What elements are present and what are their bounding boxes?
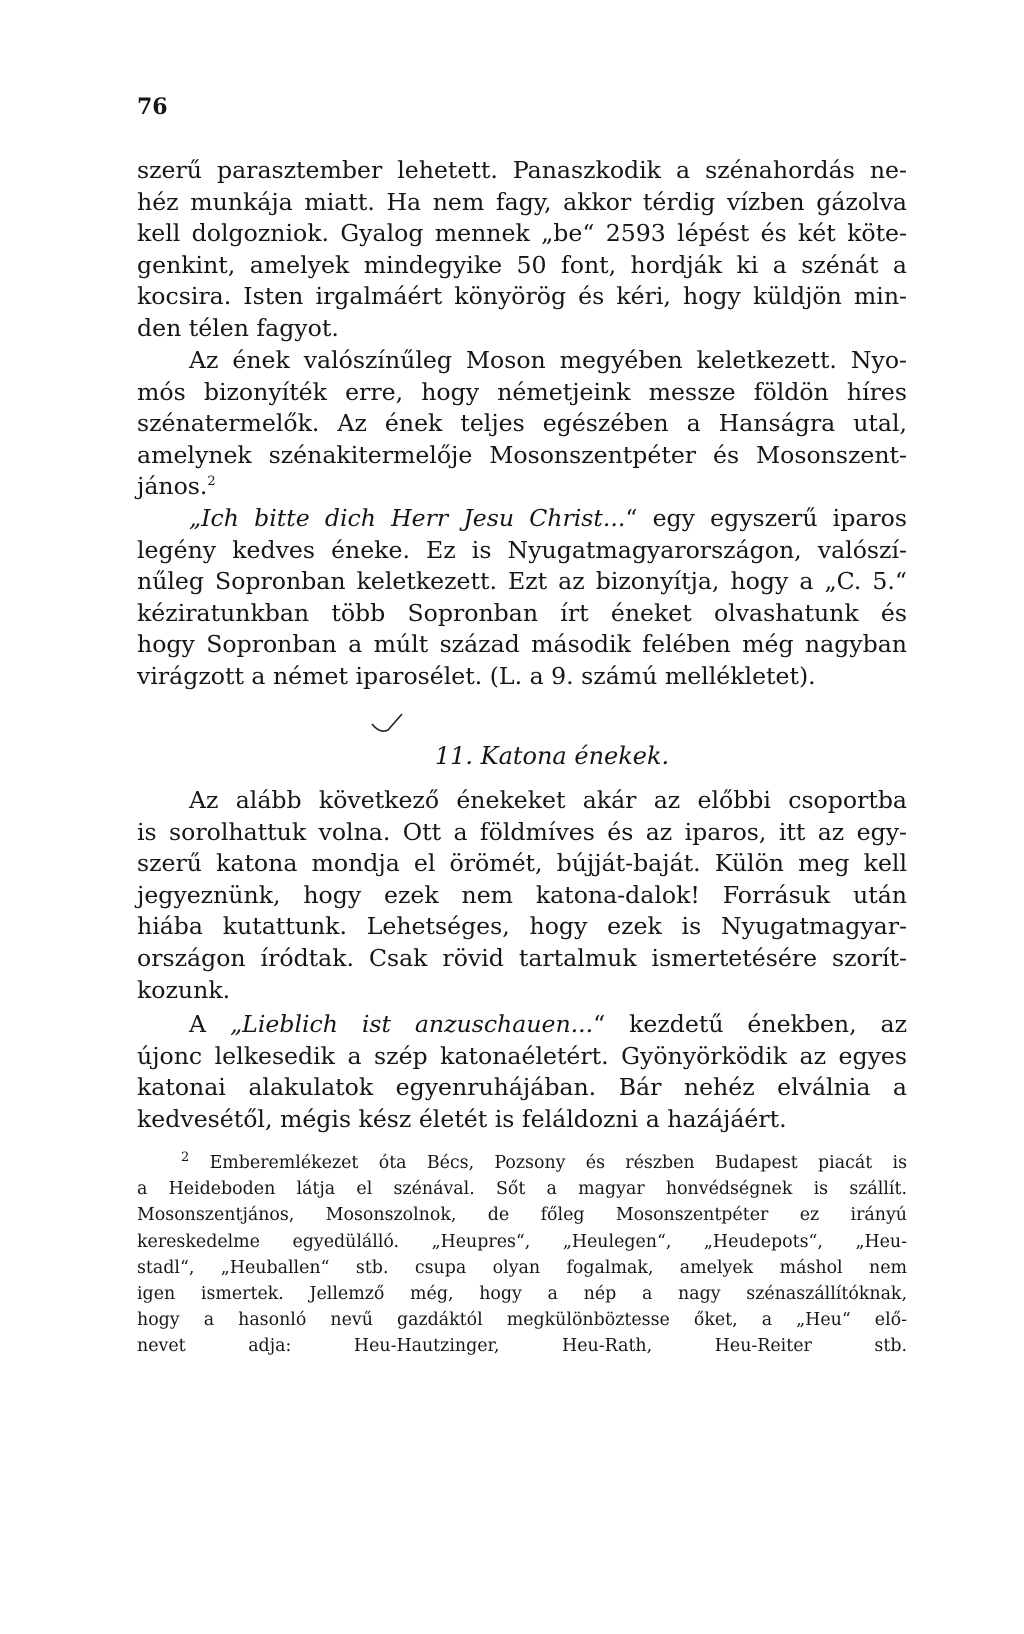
footnote-reference: 2	[207, 474, 216, 490]
text-line: Az alább következő énekeket akár az előbbi csoportba	[189, 786, 907, 814]
footnote-line: igen ismertek. Jellemző még, hogy a nép a nagy szénaszállítóknak,	[137, 1284, 907, 1305]
paragraph-katona-intro	[137, 785, 907, 1006]
text-line: jegyeznünk, hogy ezek nem katona-dalok! Forrásuk után	[137, 880, 907, 909]
text-line: országon íródtak. Csak rövid tartalmuk ismertetésére szorít-	[137, 943, 907, 972]
text-line	[137, 503, 907, 535]
text-line: szerű katona mondja el örömét, bújját-baját. Külön meg kell	[137, 849, 907, 878]
footnote-line: nevet adja: Heu-Hautzinger, Heu-Rath, Heu-Reiter stb.	[137, 1336, 907, 1357]
footnote-line: hogy a hasonló nevű gazdáktól megkülönböztesse őket, a „Heu“ elő-	[137, 1310, 907, 1331]
text-line	[137, 1009, 907, 1041]
text-line: nűleg Sopronban keletkezett. Ezt az bizonyítja, hogy a „C. 5.“	[137, 567, 907, 596]
text-fragment: “ egy egyszerű iparos	[625, 504, 907, 532]
footnote-line: Mosonszentjános, Mosonszolnok, de főleg Mosonszentpéter ez irányú	[137, 1205, 907, 1226]
footnote-line: stadl“, „Heuballen“ stb. csupa olyan fogalmak, amelyek máshol nem	[137, 1257, 907, 1278]
paragraph-continuation	[137, 155, 907, 345]
text-line: kozunk.	[137, 975, 231, 1004]
text-line: héz munkája miatt. Ha nem fagy, akkor térdig vízben gázolva	[137, 187, 907, 216]
page-number: 76	[137, 94, 168, 120]
footnote-marker: 2	[181, 1150, 190, 1166]
footnote	[137, 1150, 907, 1360]
text-fragment: Emberemlékezet óta Bécs, Pozsony és részben Budapest piacát is	[189, 1153, 907, 1173]
paragraph-ich-bitte	[137, 503, 907, 693]
paragraph-moson	[137, 345, 907, 503]
text-line: kéziratunkban több Sopronban írt éneket olvashatunk és	[137, 598, 907, 627]
paragraph-lieblich	[137, 1009, 907, 1135]
text-line	[137, 471, 907, 503]
text-fragment: A	[189, 1010, 230, 1038]
text-fragment: “ kezdetű énekben, az	[593, 1010, 907, 1038]
text-line: katonai alakulatok egyenruhájában. Bár nehéz elválnia a	[137, 1073, 907, 1102]
footnote-line: a Heideboden látja el szénával. Sőt a magyar honvédségnek is szállít.	[137, 1179, 907, 1200]
text-line: Az ének valószínűleg Moson megyében keletkezett. Nyo-	[189, 346, 907, 374]
footnote-line: kereskedelme egyedülálló. „Heupres“, „Heulegen“, „Heudepots“, „Heu-	[137, 1231, 907, 1252]
text-line: virágzott a német iparosélet. (L. a 9. számú mellékletet).	[137, 661, 816, 690]
text-line: amelynek szénakitermelője Mosonszentpéter és Mosonszent-	[137, 440, 907, 469]
footnote-line	[137, 1150, 907, 1176]
text-line: den télen fagyot.	[137, 313, 339, 342]
checkmark-icon	[370, 712, 404, 740]
text-line: is sorolhattuk volna. Ott a földmíves és az iparos, itt az egy-	[137, 817, 907, 846]
text-line: mós bizonyíték erre, hogy németjeink messze földön híres	[137, 377, 907, 406]
text-line: kedvesétől, mégis kész életét is feláldozni a hazájáért.	[137, 1104, 787, 1133]
section-heading: 11. Katona énekek.	[434, 742, 670, 770]
song-title: „Ich bitte dich Herr Jesu Christ...	[189, 504, 626, 532]
song-title: „Lieblich ist anzuschauen...	[229, 1010, 594, 1038]
text-fragment: jános.	[137, 472, 208, 501]
text-line: szénatermelők. Az ének teljes egészében a Hanságra utal,	[137, 409, 907, 438]
text-line: újonc lelkesedik a szép katonaéletért. Gyönyörködik az egyes	[137, 1041, 907, 1070]
text-line: hiába kutattunk. Lehetséges, hogy ezek is Nyugatmagyar-	[137, 912, 907, 941]
text-line: legény kedves éneke. Ez is Nyugatmagyarországon, valószí-	[137, 535, 907, 564]
text-line: kocsira. Isten irgalmáért könyörög és kéri, hogy küldjön min-	[137, 282, 907, 311]
text-line: hogy Sopronban a múlt század második felében még nagyban	[137, 630, 907, 659]
text-line: kell dolgozniok. Gyalog mennek „be“ 2593 lépést és két köte-	[137, 219, 907, 248]
text-line: genkint, amelyek mindegyike 50 font, hordják ki a szénát a	[137, 250, 907, 279]
text-line: szerű parasztember lehetett. Panaszkodik a szénahordás ne-	[137, 156, 907, 184]
